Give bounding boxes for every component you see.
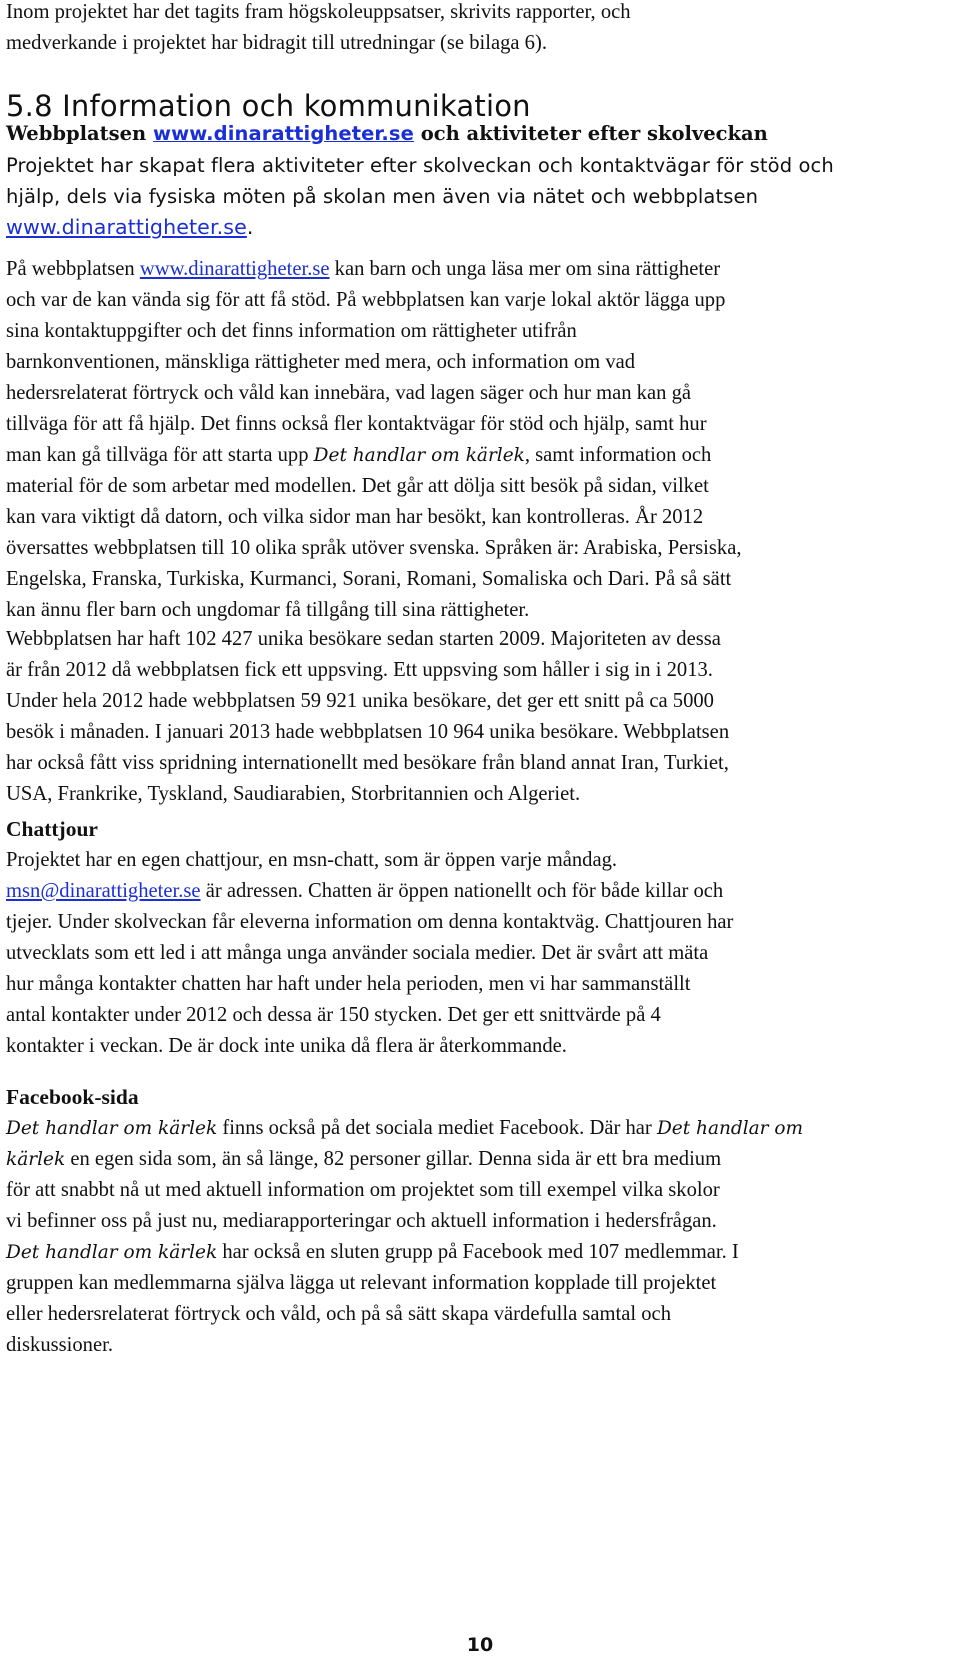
email-link[interactable]: msn@dinarattigheter.se xyxy=(6,880,201,902)
text-line: sina kontaktuppgifter och det finns information om rättigheter utifrån xyxy=(6,320,577,342)
text-line: och var de kan vända sig för att få stöd. På webbplatsen kan varje lokal aktör lägga upp xyxy=(6,289,726,311)
text-line: översattes webbplatsen till 10 olika språk utöver svenska. Språken är: Arabiska, Persiska, xyxy=(6,537,742,559)
subheading-text: Webbplatsen xyxy=(6,122,154,145)
text-line xyxy=(6,212,936,243)
text-fragment: har också en sluten grupp på Facebook med 107 medlemmar. I xyxy=(217,1241,739,1263)
text-fragment: På webbplatsen xyxy=(6,258,140,280)
text-line: Engelska, Franska, Turkiska, Kurmanci, Sorani, Romani, Somaliska och Dari. På så sätt xyxy=(6,568,732,590)
text-line: Projektet har en egen chattjour, en msn-chatt, som är öppen varje måndag. xyxy=(6,849,618,871)
project-name-italic: Det handlar om kärlek xyxy=(6,1242,218,1263)
text-line: USA, Frankrike, Tyskland, Saudiarabien, Storbritannien och Algeriet. xyxy=(6,783,581,805)
text-line: gruppen kan medlemmarna själva lägga ut relevant information kopplade till projektet xyxy=(6,1272,717,1294)
text-fragment: är adressen. Chatten är öppen nationellt och för både killar och xyxy=(200,880,724,902)
paragraph-website-info xyxy=(6,254,936,626)
project-name-italic: Det handlar om kärlek xyxy=(6,1118,218,1139)
text-line: barnkonventionen, mänskliga rättigheter med mera, och information om vad xyxy=(6,351,636,373)
text-fragment: kan barn och unga läsa mer om sina rättigheter xyxy=(329,258,721,280)
text-line xyxy=(6,254,936,285)
project-name-italic: Det handlar om xyxy=(656,1118,804,1139)
subheading-webbplatsen xyxy=(6,118,936,149)
text-line xyxy=(6,1237,936,1268)
text-fragment: finns också på det sociala mediet Facebook. Där har xyxy=(217,1117,657,1139)
text-line: hur många kontakter chatten har haft under hela perioden, men vi har sammanställt xyxy=(6,973,691,995)
paragraph-visitor-stats xyxy=(6,624,936,810)
text-line: Webbplatsen har haft 102 427 unika besökare sedan starten 2009. Majoriteten av dessa xyxy=(6,628,721,650)
text-line: kan vara viktigt då datorn, och vilka sidor man har besökt, kan kontrolleras. År 2012 xyxy=(6,506,704,528)
text-line xyxy=(6,1113,936,1144)
text-line: utvecklats som ett led i att många unga använder sociala medier. Det är svårt att mäta xyxy=(6,942,709,964)
text-fragment: en egen sida som, än så länge, 82 personer gillar. Denna sida är ett bra medium xyxy=(65,1148,722,1170)
text-line: hedersrelaterat förtryck och våld kan innebära, vad lagen säger och hur man kan gå xyxy=(6,382,692,404)
text-line xyxy=(6,440,936,471)
text-line: hjälp, dels via fysiska möten på skolan men även via nätet och webbplatsen xyxy=(6,185,759,208)
text-line: tjejer. Under skolveckan får eleverna information om denna kontaktväg. Chattjouren har xyxy=(6,911,734,933)
section-chattjour xyxy=(6,814,936,1062)
text-line: vi befinner oss på just nu, mediarapporteringar och aktuell information i hedersfrågan. xyxy=(6,1210,717,1232)
website-link[interactable]: www.dinarattigheter.se xyxy=(6,215,247,239)
paragraph-activities xyxy=(6,150,936,243)
project-name-italic: kärlek xyxy=(6,1149,66,1170)
text-line: diskussioner. xyxy=(6,1334,113,1356)
text-line xyxy=(6,876,936,907)
section-facebook xyxy=(6,1082,936,1361)
chattjour-heading: Chattjour xyxy=(6,817,98,841)
text-line: för att snabbt nå ut med aktuell information om projektet som till exempel vilka skolor xyxy=(6,1179,720,1201)
text-fragment: , samt information och xyxy=(524,444,712,466)
text-fragment: . xyxy=(246,215,254,239)
section-title: 5.8 Information och kommunikation xyxy=(6,89,531,123)
text-line: har också fått viss spridning internationellt med besökare från bland annat Iran, Turkiet, xyxy=(6,752,729,774)
text-line: Inom projektet har det tagits fram högskoleuppsatser, skrivits rapporter, och xyxy=(6,1,631,23)
project-name-italic: Det handlar om kärlek xyxy=(313,445,525,466)
text-line: medverkande i projektet har bidragit till utredningar (se bilaga 6). xyxy=(6,32,547,54)
page-number: 10 xyxy=(466,1634,494,1656)
text-line: kan ännu fler barn och ungdomar få tillgång till sina rättigheter. xyxy=(6,599,530,621)
text-line: Projektet har skapat flera aktiviteter efter skolveckan och kontaktvägar för stöd och xyxy=(6,154,834,177)
website-link[interactable]: www.dinarattigheter.se xyxy=(139,258,330,280)
subheading-line xyxy=(6,118,936,149)
text-line: Under hela 2012 hade webbplatsen 59 921 unika besökare, det ger ett snitt på ca 5000 xyxy=(6,690,714,712)
subheading-text: och aktiviteter efter skolveckan xyxy=(413,122,768,145)
text-line: antal kontakter under 2012 och dessa är 150 stycken. Det ger ett snittvärde på 4 xyxy=(6,1004,661,1026)
text-line: tillväga för att få hjälp. Det finns också fler kontaktvägar för stöd och hjälp, samt hur xyxy=(6,413,707,435)
facebook-heading: Facebook-sida xyxy=(6,1085,139,1109)
intro-paragraph xyxy=(6,0,936,59)
text-fragment: man kan gå tillväga för att starta upp xyxy=(6,444,314,466)
text-line xyxy=(6,1144,936,1175)
text-line: material för de som arbetar med modellen. Det går att dölja sitt besök på sidan, vilket xyxy=(6,475,709,497)
text-line: kontakter i veckan. De är dock inte unika då flera är återkommande. xyxy=(6,1035,567,1057)
text-line: besök i månaden. I januari 2013 hade webbplatsen 10 964 unika besökare. Webbplatsen xyxy=(6,721,730,743)
website-link[interactable]: www.dinarattigheter.se xyxy=(153,122,414,145)
text-line: är från 2012 då webbplatsen fick ett uppsving. Ett uppsving som håller i sig in i 2013. xyxy=(6,659,713,681)
text-line: eller hedersrelaterat förtryck och våld, och på så sätt skapa värdefulla samtal och xyxy=(6,1303,671,1325)
